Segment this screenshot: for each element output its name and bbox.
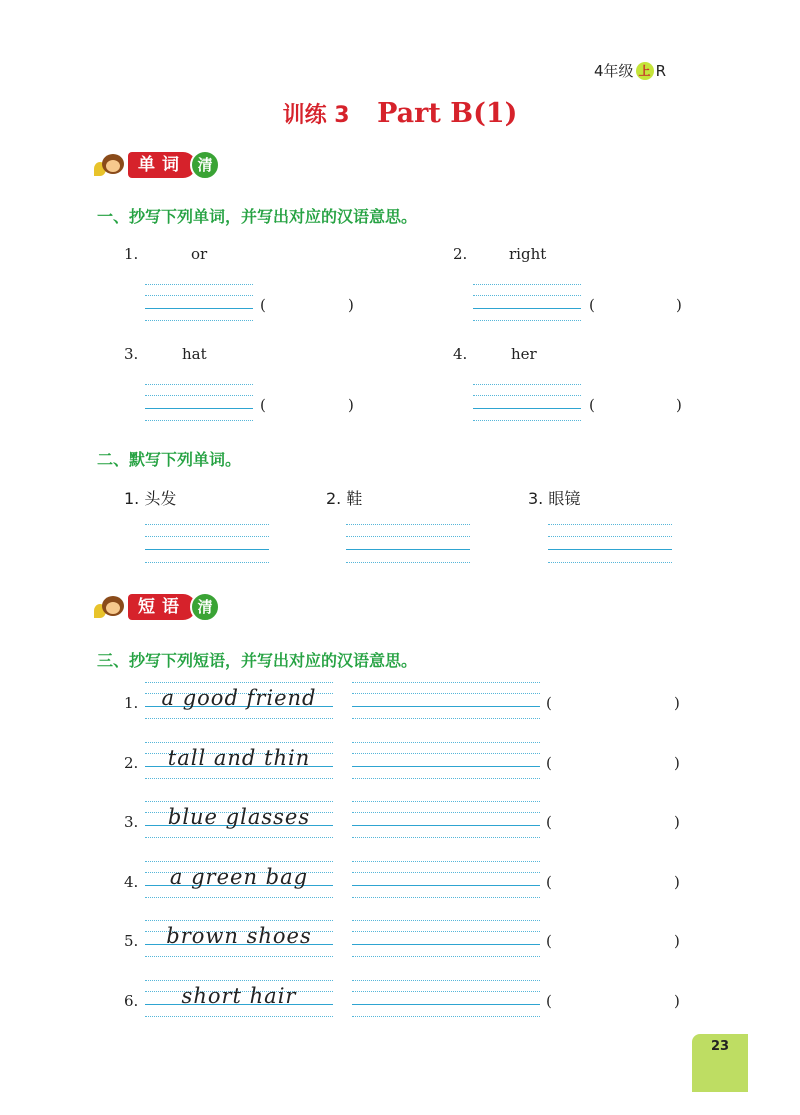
ex2-writing-lines[interactable] xyxy=(346,524,470,560)
ex3-writing-lines[interactable] xyxy=(352,801,540,837)
paren-close: ) xyxy=(676,296,682,314)
ex3-writing-lines[interactable] xyxy=(352,861,540,897)
paren-open: ( xyxy=(546,992,552,1010)
paren-open: ( xyxy=(546,754,552,772)
bee-mascot-icon xyxy=(94,592,128,622)
paren-open: ( xyxy=(589,296,595,314)
phrases-banner-label: 短语 xyxy=(128,594,196,620)
ex2-writing-lines[interactable] xyxy=(145,524,269,560)
ex3-item-number: 4. xyxy=(124,873,139,891)
paren-close: ) xyxy=(674,754,680,772)
page-title xyxy=(0,98,800,129)
paren-open: ( xyxy=(260,296,266,314)
paren-close: ) xyxy=(674,932,680,950)
ex1-item-word: right xyxy=(509,245,547,263)
paren-open: ( xyxy=(546,694,552,712)
ex3-phrase-text: a green bag xyxy=(169,865,309,889)
paren-open: ( xyxy=(546,813,552,831)
ex3-item-number: 2. xyxy=(124,754,139,772)
ex3-phrase-text: short hair xyxy=(181,984,297,1008)
grade-term-badge: 上 xyxy=(636,62,654,80)
paren-open: ( xyxy=(260,396,266,414)
ex1-item-number: 3. xyxy=(124,345,139,363)
qing-badge-icon: 清 xyxy=(190,592,220,622)
ex1-item-word: or xyxy=(191,245,208,263)
exercise3-instruction: 三、抄写下列短语，并写出对应的汉语意思。 xyxy=(97,651,418,670)
ex3-item-number: 3. xyxy=(124,813,139,831)
words-banner-label: 单词 xyxy=(128,152,196,178)
ex3-phrase-text: brown shoes xyxy=(166,924,312,948)
ex2-item-label: 2. 鞋 xyxy=(326,489,363,508)
ex1-writing-lines[interactable] xyxy=(473,284,581,320)
ex3-item-number: 5. xyxy=(124,932,139,950)
ex1-writing-lines[interactable] xyxy=(145,284,253,320)
bee-mascot-icon xyxy=(94,150,128,180)
ex2-item-label: 3. 眼镜 xyxy=(528,489,581,508)
qing-badge-icon: 清 xyxy=(190,150,220,180)
exercise1-instruction: 一、抄写下列单词，并写出对应的汉语意思。 xyxy=(97,207,418,226)
exercise2-instruction: 二、默写下列单词。 xyxy=(97,450,242,469)
grade-label xyxy=(594,60,666,81)
ex3-writing-lines[interactable] xyxy=(352,980,540,1016)
title-en: Part B(1) xyxy=(377,98,518,129)
paren-close: ) xyxy=(674,694,680,712)
ex3-writing-lines[interactable] xyxy=(352,742,540,778)
ex3-phrase-text: blue glasses xyxy=(167,805,311,829)
paren-close: ) xyxy=(674,992,680,1010)
paren-close: ) xyxy=(348,296,354,314)
ex3-item-number: 6. xyxy=(124,992,139,1010)
grade-suffix: R xyxy=(655,61,666,80)
ex1-item-word: her xyxy=(511,345,537,363)
paren-close: ) xyxy=(674,813,680,831)
words-section-banner xyxy=(94,150,220,180)
paren-close: ) xyxy=(674,873,680,891)
title-cn: 训练 3 xyxy=(282,103,350,128)
ex2-writing-lines[interactable] xyxy=(548,524,672,560)
paren-open: ( xyxy=(546,932,552,950)
ex1-writing-lines[interactable] xyxy=(473,384,581,420)
grade-prefix: 4年级 xyxy=(594,62,634,80)
phrases-section-banner xyxy=(94,592,220,622)
paren-close: ) xyxy=(676,396,682,414)
ex1-item-word: hat xyxy=(182,345,207,363)
ex3-item-number: 1. xyxy=(124,694,139,712)
ex1-item-number: 2. xyxy=(453,245,468,263)
ex2-item-label: 1. 头发 xyxy=(124,489,177,508)
page-number-tab: 23 xyxy=(692,1034,748,1092)
ex1-writing-lines[interactable] xyxy=(145,384,253,420)
ex1-item-number: 1. xyxy=(124,245,139,263)
paren-open: ( xyxy=(589,396,595,414)
paren-close: ) xyxy=(348,396,354,414)
ex3-phrase-text: a good friend xyxy=(161,686,317,710)
ex1-item-number: 4. xyxy=(453,345,468,363)
ex3-phrase-text: tall and thin xyxy=(167,746,311,770)
ex3-writing-lines[interactable] xyxy=(352,682,540,718)
ex3-writing-lines[interactable] xyxy=(352,920,540,956)
paren-open: ( xyxy=(546,873,552,891)
